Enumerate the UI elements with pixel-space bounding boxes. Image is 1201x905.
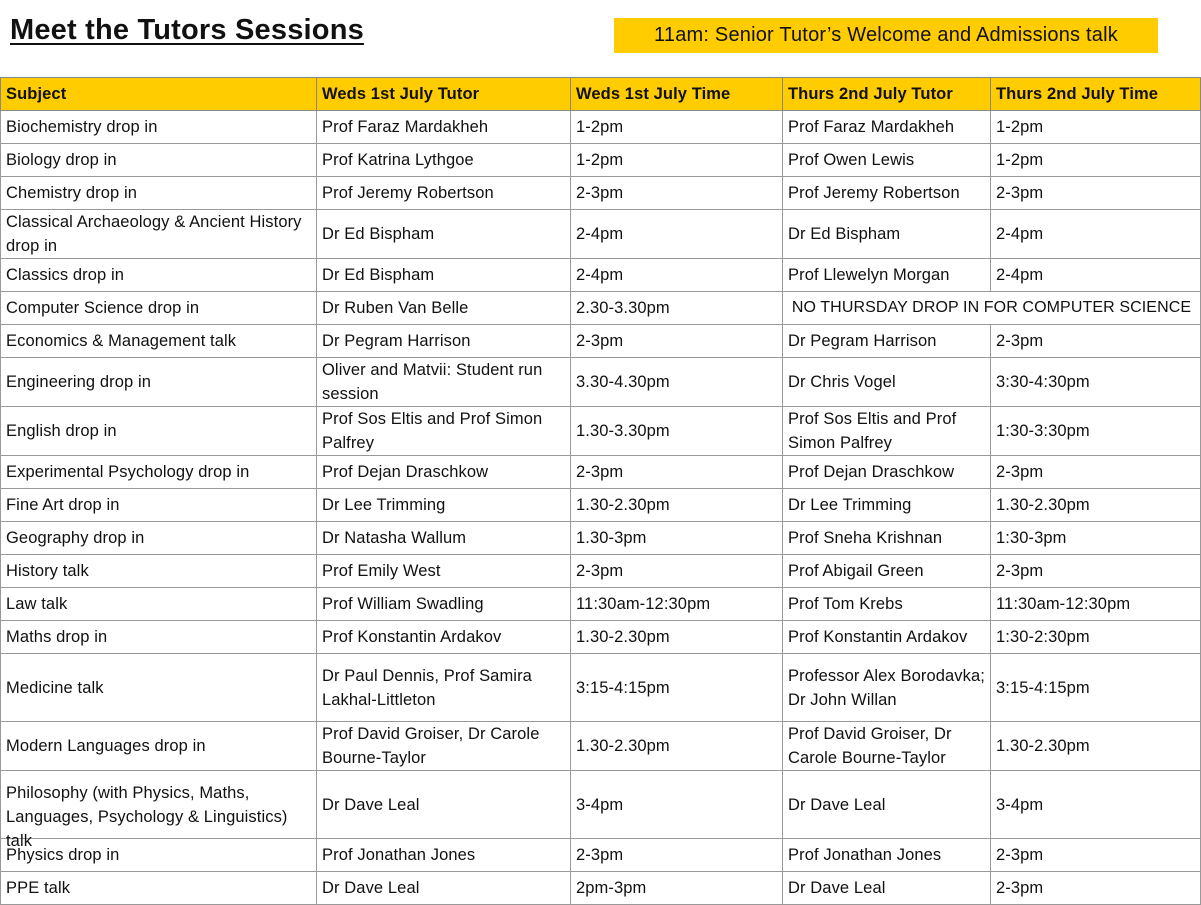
header-wed-time: Weds 1st July Time — [571, 78, 783, 111]
cell-thu-time — [991, 489, 1201, 522]
cell-thu-tutor-text: Prof Faraz Mardakheh — [788, 118, 955, 136]
cell-subject — [1, 259, 317, 292]
cell-subject — [1, 621, 317, 654]
cell-subject-text: Maths drop in — [6, 628, 108, 646]
cell-wed-tutor-text: Dr Paul Dennis, Prof Samira Lakhal-Littleton — [322, 666, 532, 709]
table-row — [1, 259, 1201, 292]
cell-wed-time-text: 1-2pm — [576, 151, 624, 169]
cell-thu-time — [991, 177, 1201, 210]
cell-wed-tutor — [317, 654, 571, 722]
cell-wed-time — [571, 210, 783, 259]
cell-subject-text: Biology drop in — [6, 151, 117, 169]
cell-thu-tutor — [783, 177, 991, 210]
cell-wed-time-text: 2pm-3pm — [576, 879, 647, 897]
table-row — [1, 489, 1201, 522]
cell-thu-time-text: 3:15-4:15pm — [996, 678, 1090, 697]
cell-wed-tutor — [317, 210, 571, 259]
cell-thu-time-text: 1-2pm — [996, 151, 1044, 169]
cell-thu-tutor — [783, 872, 991, 905]
cell-thu-tutor-text: Prof Owen Lewis — [788, 151, 915, 169]
cell-wed-tutor — [317, 722, 571, 771]
header-thu-tutor: Thurs 2nd July Tutor — [783, 78, 991, 111]
cell-wed-tutor-text: Dr Ed Bispham — [322, 266, 435, 284]
cell-thu-tutor-text: Prof Abigail Green — [788, 562, 924, 580]
cell-wed-tutor-text: Dr Ruben Van Belle — [322, 299, 469, 317]
cell-wed-time-text: 2-4pm — [576, 225, 624, 243]
cell-wed-time — [571, 292, 783, 325]
cell-thu-tutor-text: Dr Lee Trimming — [788, 496, 912, 514]
cell-thu-tutor-text: Dr Ed Bispham — [788, 225, 901, 243]
cell-thu-time-text: 2-3pm — [996, 332, 1044, 350]
cell-thu-tutor — [783, 144, 991, 177]
table-row — [1, 456, 1201, 489]
cell-thu-time — [991, 722, 1201, 771]
cell-thu-time-text: 2-3pm — [996, 463, 1044, 481]
cell-subject — [1, 210, 317, 259]
cell-wed-tutor-text: Oliver and Matvii: Student run session — [322, 361, 543, 403]
cell-subject — [1, 292, 317, 325]
cell-wed-time-text: 11:30am-12:30pm — [576, 595, 711, 613]
cell-thu-time-text: 1-2pm — [996, 118, 1044, 136]
table-row — [1, 722, 1201, 771]
cell-wed-tutor-text: Dr Lee Trimming — [322, 496, 446, 514]
cell-thu-time — [991, 555, 1201, 588]
cell-thu-time-text: 2-3pm — [996, 879, 1044, 897]
table-row — [1, 555, 1201, 588]
cell-subject-text: Computer Science drop in — [6, 299, 200, 317]
cell-thu-tutor — [783, 654, 991, 722]
cell-wed-time — [571, 522, 783, 555]
table-row — [1, 358, 1201, 407]
cell-thu-time — [991, 325, 1201, 358]
cell-wed-time-text: 1.30-2.30pm — [576, 628, 670, 646]
cell-wed-time-text: 3.30-4.30pm — [576, 373, 670, 391]
cell-wed-tutor — [317, 621, 571, 654]
cell-thu-time — [991, 839, 1201, 872]
cell-wed-time — [571, 177, 783, 210]
cell-thu-time — [991, 111, 1201, 144]
cell-subject — [1, 771, 317, 850]
cell-thu-time — [991, 588, 1201, 621]
cell-wed-tutor — [317, 456, 571, 489]
cell-subject-text: Geography drop in — [6, 529, 145, 547]
cell-subject — [1, 654, 317, 722]
cell-wed-time — [571, 771, 783, 839]
cell-wed-time-text: 1.30-2.30pm — [576, 496, 670, 514]
cell-wed-tutor — [317, 407, 571, 456]
cell-subject-text: Modern Languages drop in — [6, 737, 206, 755]
cell-wed-time — [571, 111, 783, 144]
table-row — [1, 177, 1201, 210]
cell-wed-tutor-text: Dr Ed Bispham — [322, 225, 435, 243]
cell-thu-tutor — [783, 259, 991, 292]
cell-wed-time — [571, 588, 783, 621]
cell-wed-time — [571, 555, 783, 588]
header-wed-tutor: Weds 1st July Tutor — [317, 78, 571, 111]
cell-wed-time — [571, 621, 783, 654]
cell-wed-tutor-text: Prof Konstantin Ardakov — [322, 628, 502, 646]
cell-wed-tutor-text: Prof Emily West — [322, 562, 441, 580]
cell-thu-time-text: 1.30-2.30pm — [996, 737, 1090, 755]
cell-subject-text: Biochemistry drop in — [6, 118, 158, 136]
cell-thu-tutor — [783, 358, 991, 407]
cell-thu-tutor — [783, 210, 991, 259]
table-row — [1, 144, 1201, 177]
cell-thu-tutor-text: Dr Pegram Harrison — [788, 332, 937, 350]
cell-thu-time-text: 1:30-2:30pm — [996, 628, 1090, 646]
cell-wed-tutor-text: Prof William Swadling — [322, 595, 484, 613]
cell-wed-tutor-text: Prof Katrina Lythgoe — [322, 151, 474, 169]
welcome-banner: 11am: Senior Tutor’s Welcome and Admissions talk — [614, 18, 1158, 53]
cell-wed-time — [571, 872, 783, 905]
cell-wed-time-text: 2-3pm — [576, 562, 624, 580]
sessions-table — [0, 77, 1201, 905]
cell-wed-time-text: 2-3pm — [576, 846, 624, 864]
cell-wed-tutor-text: Prof David Groiser, Dr Carole Bourne-Taylor — [322, 725, 540, 767]
cell-thu-time — [991, 522, 1201, 555]
cell-wed-tutor — [317, 259, 571, 292]
cell-thu-time — [991, 771, 1201, 839]
cell-subject-text: Engineering drop in — [6, 373, 152, 391]
cell-wed-tutor — [317, 839, 571, 872]
table-header-row — [1, 78, 1201, 111]
cell-wed-time — [571, 259, 783, 292]
cell-wed-time — [571, 654, 783, 722]
cell-wed-time — [571, 456, 783, 489]
cell-subject-text: PPE talk — [6, 879, 71, 897]
cell-thu-time — [991, 259, 1201, 292]
table-row — [1, 588, 1201, 621]
cell-wed-time-text: 1.30-3pm — [576, 529, 647, 547]
table-row — [1, 407, 1201, 456]
table-row — [1, 872, 1201, 905]
cell-wed-tutor — [317, 588, 571, 621]
table-row — [1, 292, 1201, 325]
cell-thu-tutor-text: Prof Llewelyn Morgan — [788, 266, 950, 284]
table-row — [1, 111, 1201, 144]
cell-subject-text: English drop in — [6, 422, 117, 440]
cell-thursday-note-text: NO THURSDAY DROP IN FOR COMPUTER SCIENCE — [791, 299, 1192, 316]
cell-wed-time — [571, 407, 783, 456]
cell-thu-time-text: 1.30-2.30pm — [996, 496, 1090, 514]
cell-thu-tutor — [783, 111, 991, 144]
cell-thu-time-text: 3-4pm — [996, 795, 1044, 814]
cell-wed-time-text: 1.30-3.30pm — [576, 422, 670, 440]
cell-wed-tutor-text: Prof Sos Eltis and Prof Simon Palfrey — [322, 410, 543, 452]
cell-wed-time — [571, 358, 783, 407]
cell-thu-tutor-text: Professor Alex Borodavka; Dr John Willan — [788, 666, 985, 709]
table-row — [1, 522, 1201, 555]
cell-thu-time — [991, 210, 1201, 259]
cell-subject — [1, 144, 317, 177]
cell-wed-time-text: 3-4pm — [576, 795, 624, 814]
cell-subject — [1, 722, 317, 771]
cell-thu-tutor-text: Prof Sos Eltis and Prof Simon Palfrey — [788, 410, 957, 452]
cell-thu-time — [991, 358, 1201, 407]
table-row — [1, 839, 1201, 872]
cell-wed-tutor — [317, 144, 571, 177]
cell-thu-time — [991, 144, 1201, 177]
table-row — [1, 325, 1201, 358]
cell-thu-time-text: 2-3pm — [996, 184, 1044, 202]
cell-thu-tutor — [783, 456, 991, 489]
cell-thu-tutor — [783, 722, 991, 771]
cell-wed-time-text: 2-3pm — [576, 184, 624, 202]
cell-subject-text: Physics drop in — [6, 846, 120, 864]
cell-wed-time — [571, 144, 783, 177]
cell-thu-time-text: 11:30am-12:30pm — [996, 595, 1131, 613]
cell-wed-time-text: 2.30-3.30pm — [576, 299, 670, 317]
cell-thu-tutor — [783, 771, 991, 839]
cell-subject — [1, 358, 317, 407]
cell-thu-time-text: 2-3pm — [996, 562, 1044, 580]
table-row — [1, 771, 1201, 839]
cell-subject-text: Medicine talk — [6, 678, 104, 697]
table-row — [1, 210, 1201, 259]
cell-wed-time — [571, 489, 783, 522]
cell-subject-text: Law talk — [6, 595, 68, 613]
cell-thu-time — [991, 872, 1201, 905]
cell-thu-tutor — [783, 407, 991, 456]
cell-wed-tutor — [317, 489, 571, 522]
cell-wed-tutor-text: Prof Jonathan Jones — [322, 846, 476, 864]
cell-subject-text: Classics drop in — [6, 266, 125, 284]
cell-subject — [1, 522, 317, 555]
cell-wed-time-text: 1-2pm — [576, 118, 624, 136]
cell-wed-tutor-text: Dr Pegram Harrison — [322, 332, 471, 350]
cell-thu-tutor — [783, 522, 991, 555]
cell-wed-tutor-text: Dr Natasha Wallum — [322, 529, 467, 547]
cell-subject — [1, 839, 317, 872]
cell-thu-tutor-text: Prof Jonathan Jones — [788, 846, 942, 864]
cell-thu-time — [991, 407, 1201, 456]
cell-thu-tutor — [783, 621, 991, 654]
cell-wed-tutor — [317, 358, 571, 407]
cell-subject-text: Classical Archaeology & Ancient History drop in — [6, 213, 302, 255]
cell-subject — [1, 325, 317, 358]
cell-wed-tutor — [317, 771, 571, 839]
cell-wed-time-text: 2-3pm — [576, 332, 624, 350]
cell-thu-tutor-text: Dr Dave Leal — [788, 795, 886, 814]
cell-wed-tutor — [317, 522, 571, 555]
table-row — [1, 654, 1201, 722]
cell-thu-time — [991, 654, 1201, 722]
cell-thu-time-text: 1:30-3:30pm — [996, 422, 1090, 440]
cell-wed-time-text: 1.30-2.30pm — [576, 737, 670, 755]
cell-thu-tutor-text: Prof Konstantin Ardakov — [788, 628, 968, 646]
cell-wed-tutor — [317, 292, 571, 325]
cell-wed-time — [571, 839, 783, 872]
cell-subject-text: History talk — [6, 562, 89, 580]
cell-subject-text: Experimental Psychology drop in — [6, 463, 250, 481]
cell-wed-time-text: 3:15-4:15pm — [576, 678, 670, 697]
cell-subject-text: Chemistry drop in — [6, 184, 137, 202]
cell-subject — [1, 456, 317, 489]
page-title: Meet the Tutors Sessions — [10, 14, 364, 46]
cell-thursday-note — [783, 292, 1201, 325]
cell-wed-time — [571, 325, 783, 358]
cell-thu-time — [991, 456, 1201, 489]
cell-wed-tutor-text: Prof Dejan Draschkow — [322, 463, 489, 481]
cell-thu-tutor — [783, 588, 991, 621]
cell-wed-tutor-text: Dr Dave Leal — [322, 879, 420, 897]
cell-subject — [1, 555, 317, 588]
cell-thu-tutor-text: Prof Jeremy Robertson — [788, 184, 960, 202]
cell-subject — [1, 872, 317, 905]
cell-thu-tutor-text: Dr Dave Leal — [788, 879, 886, 897]
cell-wed-tutor — [317, 325, 571, 358]
cell-thu-time-text: 1:30-3pm — [996, 529, 1067, 547]
cell-wed-tutor-text: Dr Dave Leal — [322, 795, 420, 814]
cell-thu-tutor — [783, 489, 991, 522]
cell-subject-text: Fine Art drop in — [6, 496, 120, 514]
cell-subject-text: Economics & Management talk — [6, 332, 237, 350]
cell-wed-tutor-text: Prof Faraz Mardakheh — [322, 118, 489, 136]
cell-wed-time — [571, 722, 783, 771]
cell-thu-tutor-text: Prof Tom Krebs — [788, 595, 903, 613]
cell-subject — [1, 588, 317, 621]
cell-thu-tutor-text: Dr Chris Vogel — [788, 373, 896, 391]
cell-thu-tutor-text: Prof Sneha Krishnan — [788, 529, 943, 547]
cell-wed-tutor-text: Prof Jeremy Robertson — [322, 184, 494, 202]
cell-subject — [1, 111, 317, 144]
cell-thu-tutor — [783, 555, 991, 588]
cell-wed-tutor — [317, 111, 571, 144]
cell-subject — [1, 177, 317, 210]
cell-thu-time-text: 2-3pm — [996, 846, 1044, 864]
cell-subject — [1, 489, 317, 522]
cell-wed-time-text: 2-3pm — [576, 463, 624, 481]
header-subject: Subject — [1, 78, 317, 111]
cell-thu-tutor-text: Prof Dejan Draschkow — [788, 463, 955, 481]
table-row — [1, 621, 1201, 654]
cell-thu-time-text: 3:30-4:30pm — [996, 373, 1090, 391]
cell-wed-tutor — [317, 177, 571, 210]
cell-wed-time-text: 2-4pm — [576, 266, 624, 284]
cell-subject — [1, 407, 317, 456]
cell-thu-tutor-text: Prof David Groiser, Dr Carole Bourne-Taylor — [788, 725, 952, 767]
cell-thu-tutor — [783, 325, 991, 358]
cell-wed-tutor — [317, 555, 571, 588]
cell-wed-tutor — [317, 872, 571, 905]
cell-thu-tutor — [783, 839, 991, 872]
cell-subject-text: Philosophy (with Physics, Maths, Languages, Psychology & Linguistics) talk — [6, 783, 288, 850]
cell-thu-time — [991, 621, 1201, 654]
cell-thu-time-text: 2-4pm — [996, 225, 1044, 243]
cell-thu-time-text: 2-4pm — [996, 266, 1044, 284]
header-thu-time: Thurs 2nd July Time — [991, 78, 1201, 111]
